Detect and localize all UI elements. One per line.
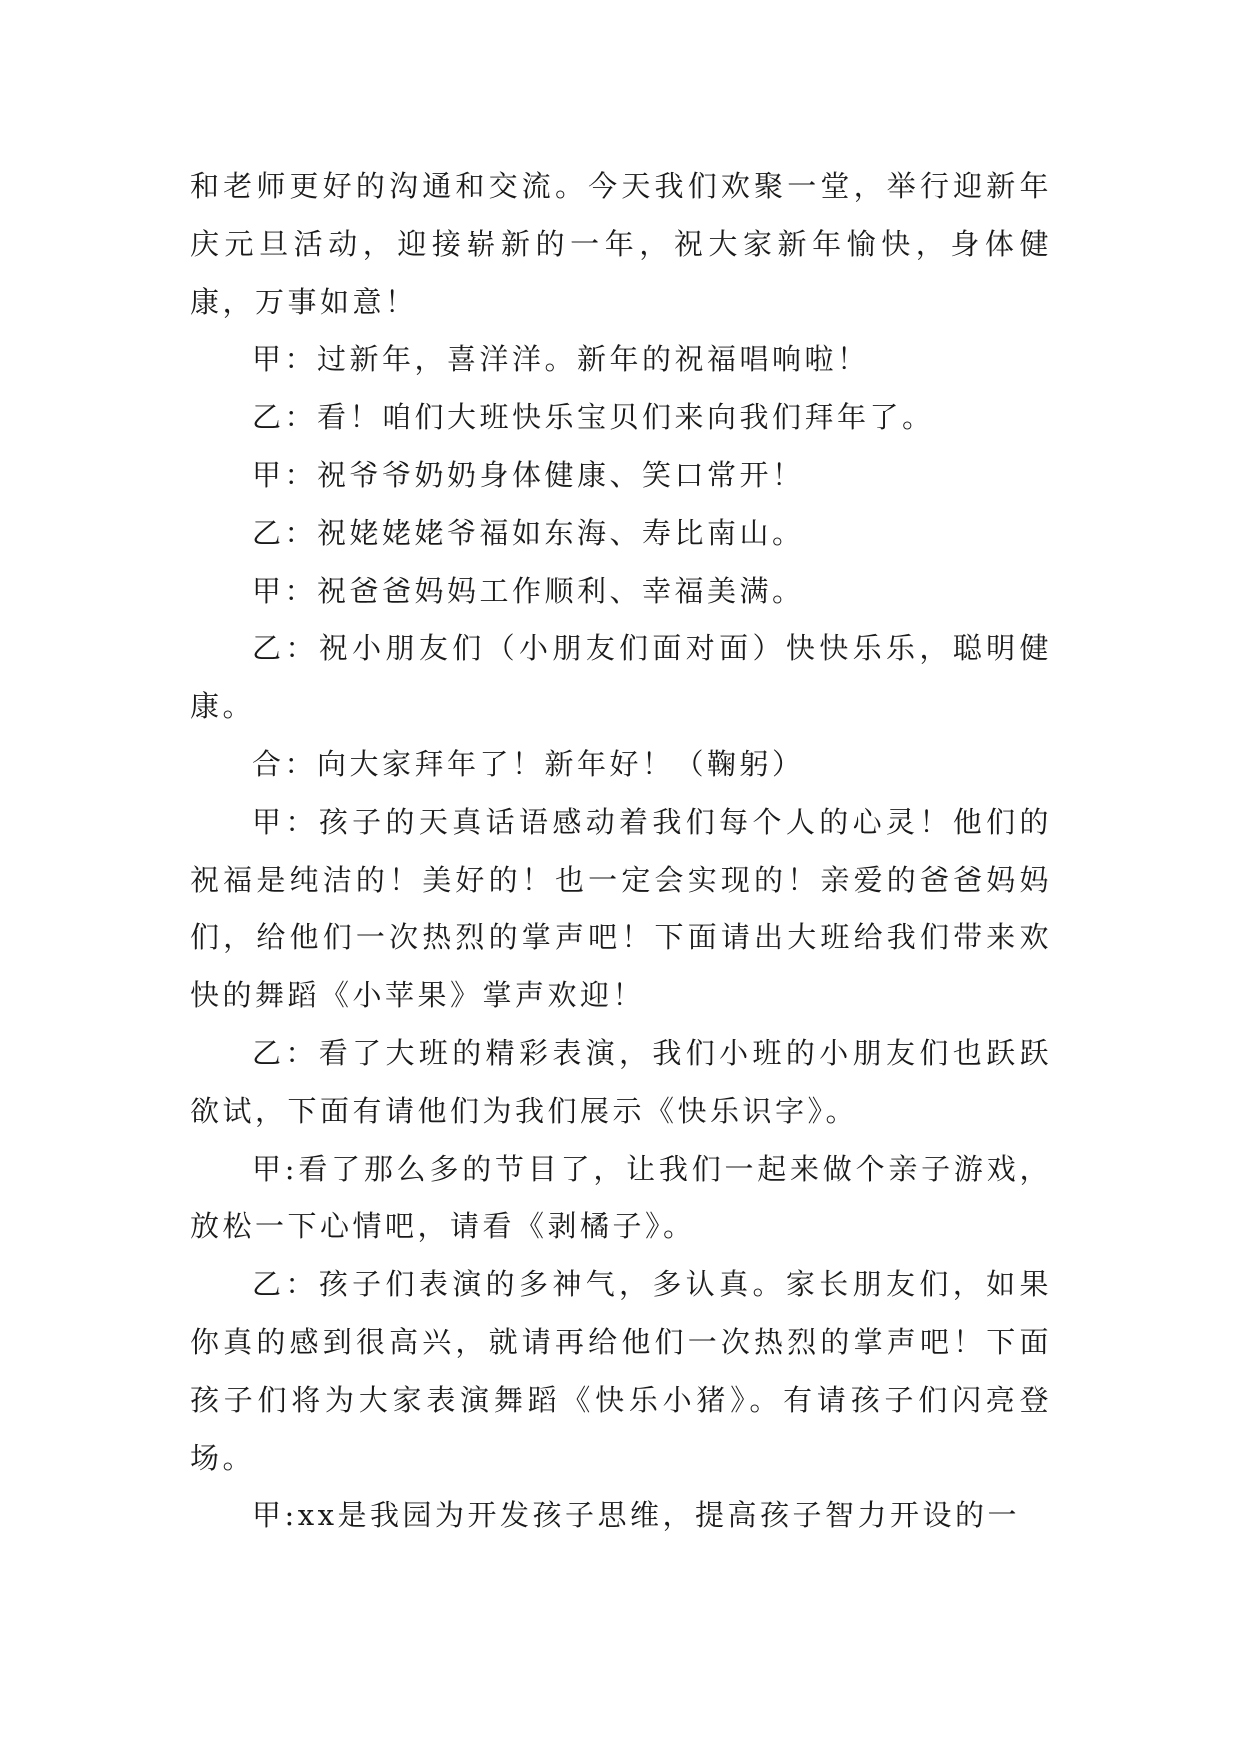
paragraph-12: 乙：孩子们表演的多神气，多认真。家长朋友们，如果你真的感到很高兴，就请再给他们一次热烈的掌声吧！下面孩子们将为大家表演舞蹈《快乐小猪》。有请孩子们闪亮登场。 [190, 1267, 1052, 1475]
paragraph-13: 甲:xx是我园为开发孩子思维，提高孩子智力开设的一 [252, 1498, 1020, 1533]
paragraph-7: 乙：祝小朋友们（小朋友们面对面）快快乐乐，聪明健康。 [190, 631, 1052, 724]
paragraph-4: 甲：祝爷爷奶奶身体健康、笑口常开！ [252, 457, 805, 492]
paragraph-9: 甲：孩子的天真话语感动着我们每个人的心灵！他们的祝福是纯洁的！美好的！也一定会实现的！亲爱的爸爸妈妈们，给他们一次热烈的掌声吧！下面请出大班给我们带来欢快的舞蹈《小苹果》掌声欢迎！ [190, 804, 1052, 1013]
paragraph-11: 甲:看了那么多的节目了，让我们一起来做个亲子游戏，放松一下心情吧，请看《剥橘子》。 [190, 1151, 1052, 1244]
paragraph-5: 乙：祝姥姥姥爷福如东海、寿比南山。 [252, 515, 805, 550]
paragraph-1: 和老师更好的沟通和交流。今天我们欢聚一堂，举行迎新年庆元旦活动，迎接崭新的一年，祝大家新年愉快，身体健康，万事如意！ [190, 169, 1052, 319]
document-body [190, 158, 1052, 1545]
paragraph-10: 乙：看了大班的精彩表演，我们小班的小朋友们也跃跃欲试，下面有请他们为我们展示《快乐识字》。 [190, 1035, 1052, 1128]
paragraph-8: 合：向大家拜年了！新年好！（鞠躬） [252, 746, 805, 781]
paragraph-2: 甲：过新年，喜洋洋。新年的祝福唱响啦！ [252, 342, 870, 377]
paragraph-3: 乙：看！咱们大班快乐宝贝们来向我们拜年了。 [252, 400, 935, 435]
paragraph-6: 甲：祝爸爸妈妈工作顺利、幸福美满。 [252, 573, 805, 608]
